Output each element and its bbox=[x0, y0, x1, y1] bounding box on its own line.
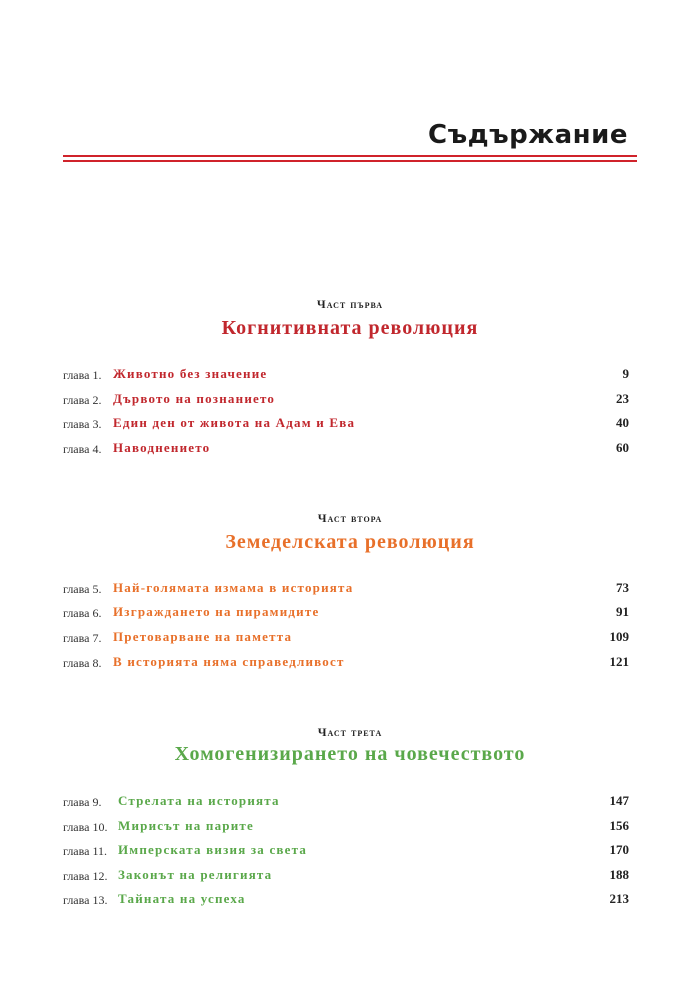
chapter-prefix: глава 6. bbox=[63, 606, 102, 620]
toc-entry[interactable] bbox=[63, 842, 629, 860]
chapter-title: Мирисът на парите bbox=[118, 818, 254, 833]
chapter-prefix: глава 12. bbox=[63, 869, 108, 883]
title-rule-bottom bbox=[63, 160, 637, 162]
toc-entry[interactable] bbox=[63, 366, 629, 384]
chapter-title: Дървото на познанието bbox=[113, 391, 276, 406]
chapter-title: Наводнението bbox=[113, 440, 211, 455]
toc-entry[interactable] bbox=[63, 818, 629, 836]
chapter-page: 60 bbox=[616, 440, 629, 455]
title-rule-top bbox=[63, 155, 637, 157]
chapter-prefix: глава 11. bbox=[63, 844, 108, 858]
chapter-prefix: глава 9. bbox=[63, 795, 102, 809]
toc-entry[interactable] bbox=[63, 604, 629, 622]
chapter-title: В историята няма справедливост bbox=[113, 654, 345, 669]
toc-entry[interactable] bbox=[63, 580, 629, 598]
chapter-prefix: глава 2. bbox=[63, 393, 102, 407]
toc-entry[interactable] bbox=[63, 793, 629, 811]
part-3-title: Хомогенизирането на човечеството bbox=[174, 743, 526, 765]
chapter-prefix: глава 8. bbox=[63, 656, 102, 670]
chapter-title: Имперската визия за света bbox=[118, 842, 308, 857]
chapter-title: Най-голямата измама в историята bbox=[113, 580, 354, 595]
chapter-prefix: глава 5. bbox=[63, 582, 102, 596]
chapter-page: 91 bbox=[616, 604, 629, 619]
chapter-prefix: глава 13. bbox=[63, 893, 108, 907]
chapter-page: 156 bbox=[609, 818, 629, 833]
chapter-prefix: глава 10. bbox=[63, 820, 108, 834]
toc-entry[interactable] bbox=[63, 654, 629, 672]
chapter-title: Един ден от живота на Адам и Ева bbox=[113, 415, 356, 430]
chapter-title: Изграждането на пирамидите bbox=[113, 604, 320, 619]
chapter-page: 73 bbox=[616, 580, 629, 595]
part-2-title: Земеделската революция bbox=[225, 531, 475, 553]
toc-entry[interactable] bbox=[63, 867, 629, 885]
chapter-title: Животно без значение bbox=[113, 366, 268, 381]
chapter-page: 170 bbox=[609, 842, 629, 857]
part-1-label: Част първа bbox=[316, 297, 384, 311]
chapter-page: 23 bbox=[616, 391, 629, 406]
page-title: Съдържание bbox=[428, 120, 628, 150]
part-1-title: Когнитивната революция bbox=[221, 317, 479, 339]
chapter-prefix: глава 3. bbox=[63, 417, 102, 431]
chapter-page: 121 bbox=[609, 654, 629, 669]
chapter-page: 9 bbox=[622, 366, 629, 381]
chapter-page: 40 bbox=[616, 415, 629, 430]
chapter-prefix: глава 1. bbox=[63, 368, 102, 382]
toc-entry[interactable] bbox=[63, 891, 629, 909]
toc-entry[interactable] bbox=[63, 391, 629, 409]
toc-entry[interactable] bbox=[63, 440, 629, 458]
chapter-page: 213 bbox=[609, 891, 629, 906]
toc-entry[interactable] bbox=[63, 629, 629, 647]
chapter-page: 109 bbox=[609, 629, 629, 644]
chapter-page: 147 bbox=[609, 793, 629, 808]
toc-entry[interactable] bbox=[63, 415, 629, 433]
chapter-prefix: глава 4. bbox=[63, 442, 102, 456]
chapter-prefix: глава 7. bbox=[63, 631, 102, 645]
chapter-title: Стрелата на историята bbox=[118, 793, 280, 808]
part-2-label: Част втора bbox=[317, 511, 383, 525]
chapter-page: 188 bbox=[609, 867, 629, 882]
part-3-label: Част трета bbox=[317, 725, 383, 739]
chapter-title: Законът на религията bbox=[118, 867, 273, 882]
chapter-title: Тайната на успеха bbox=[118, 891, 246, 906]
chapter-title: Претоварване на паметта bbox=[113, 629, 293, 644]
